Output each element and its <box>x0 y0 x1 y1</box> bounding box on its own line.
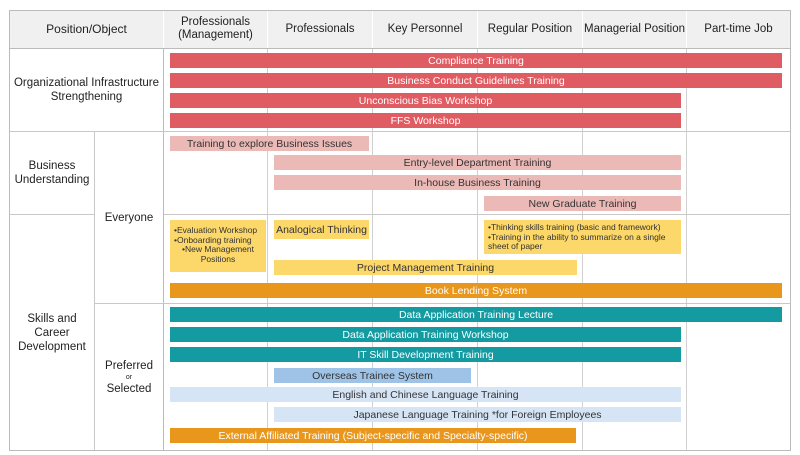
group-label-everyone: Everyone <box>104 211 154 224</box>
grid-line <box>9 450 791 451</box>
header-professionals: Professionals <box>268 10 372 48</box>
row-label-organizational: Organizational Infrastructure Strengthening <box>13 77 160 103</box>
bar-japanese-language-training: Japanese Language Training *for Foreign Employees <box>274 407 681 422</box>
bar-unconscious-bias-workshop: Unconscious Bias Workshop <box>170 93 681 108</box>
bar-in-house-business-training: In-house Business Training <box>274 175 681 190</box>
header-managerial-position: Managerial Position <box>583 10 686 48</box>
bar-entry-level-training: Entry-level Department Training <box>274 155 681 170</box>
header-professionals-management: Professionals (Management) <box>164 10 267 48</box>
bar-data-application-lecture: Data Application Training Lecture <box>170 307 782 322</box>
box-analogical-thinking: Analogical Thinking <box>274 220 369 239</box>
grid-line <box>94 303 791 304</box>
grid-line <box>164 214 791 215</box>
bar-data-application-workshop: Data Application Training Workshop <box>170 327 681 342</box>
list-item: • Thinking skills training (basic and framework) <box>488 223 677 233</box>
grid-line <box>686 48 687 450</box>
bar-external-affiliated-training: External Affiliated Training (Subject-specific and Specialty-specific) <box>170 428 576 443</box>
bar-it-skill-development: IT Skill Development Training <box>170 347 681 362</box>
box-thinking-skills <box>484 220 681 254</box>
group-label-or: or <box>125 373 133 381</box>
header-part-time-job: Part-time Job <box>687 10 790 48</box>
bar-new-graduate-training: New Graduate Training <box>484 196 681 211</box>
bar-overseas-trainee-system: Overseas Trainee System <box>274 368 471 383</box>
list-item: • Onboarding training <box>174 236 262 246</box>
bar-project-management-training: Project Management Training <box>274 260 577 275</box>
bar-compliance-training: Compliance Training <box>170 53 782 68</box>
row-label-business: Business Understanding <box>14 160 90 186</box>
grid-line <box>9 10 791 11</box>
grid-line <box>790 10 791 450</box>
list-item: • Training in the ability to summarize on a single sheet of paper <box>488 233 677 252</box>
header-regular-position: Regular Position <box>478 10 582 48</box>
list-item: • New Management Positions <box>174 245 262 264</box>
bar-english-chinese-training: English and Chinese Language Training <box>170 387 681 402</box>
group-label-selected: Selected <box>106 382 152 395</box>
header-key-personnel: Key Personnel <box>373 10 477 48</box>
group-label-preferred-or-selected <box>95 304 163 450</box>
box-management-workshops <box>170 220 266 272</box>
bar-business-conduct-training: Business Conduct Guidelines Training <box>170 73 782 88</box>
bar-explore-business-issues: Training to explore Business Issues <box>170 136 369 151</box>
grid-line <box>163 48 164 450</box>
group-label-preferred: Preferred <box>105 359 153 372</box>
row-label-skills: Skills and Career Development <box>18 312 86 353</box>
header-position-object: Position/Object <box>10 10 163 48</box>
bar-ffs-workshop: FFS Workshop <box>170 113 681 128</box>
list-item: • Evaluation Workshop <box>174 226 262 236</box>
bar-book-lending-system: Book Lending System <box>170 283 782 298</box>
